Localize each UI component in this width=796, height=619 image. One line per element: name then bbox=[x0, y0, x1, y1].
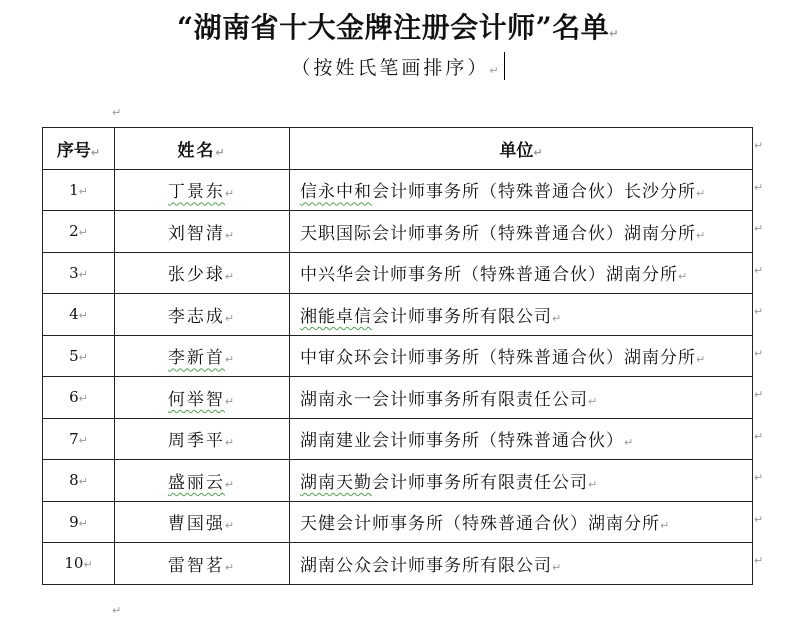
paragraph-mark-icon: ↵ bbox=[754, 388, 764, 401]
paragraph-mark-icon: ↵ bbox=[224, 353, 237, 367]
paragraph-mark-icon: ↵ bbox=[754, 139, 764, 152]
paragraph-mark-icon: ↵ bbox=[533, 145, 543, 159]
paragraph-mark-icon: ↵ bbox=[78, 433, 88, 447]
paragraph-mark-icon: ↵ bbox=[78, 309, 88, 323]
cell-unit: 湘能卓信会计师事务所有限公司↵ bbox=[290, 294, 753, 336]
paragraph-mark-icon: ↵ bbox=[754, 263, 764, 277]
cell-number: 6↵ bbox=[43, 377, 115, 419]
cell-unit: 湖南天勤会计师事务所有限责任公司↵ bbox=[290, 460, 753, 502]
cell-name: 曹国强↵ bbox=[115, 501, 290, 543]
paragraph-mark-icon: ↵ bbox=[78, 392, 88, 406]
table-row bbox=[43, 169, 753, 211]
cell-unit: 天健会计师事务所（特殊普通合伙）湖南分所↵ bbox=[290, 501, 753, 543]
paragraph-mark-icon: ↵ bbox=[215, 145, 227, 159]
cell-number: 5↵ bbox=[43, 335, 115, 377]
paragraph-mark-icon: ↵ bbox=[90, 145, 101, 159]
cell-name: 周季平↵ bbox=[115, 418, 290, 460]
cell-unit: 湖南建业会计师事务所（特殊普通合伙）↵ bbox=[290, 418, 753, 460]
subtitle-text: （按姓氏笔画排序） bbox=[291, 57, 490, 79]
header-number: 序号↵ bbox=[43, 128, 115, 170]
paragraph-mark-icon: ↵ bbox=[696, 187, 707, 201]
cell-name: 盛丽云↵ bbox=[115, 460, 290, 502]
paragraph-mark-icon: ↵ bbox=[78, 475, 88, 489]
cell-unit: 湖南永一会计师事务所有限责任公司↵ bbox=[290, 377, 753, 419]
paragraph-mark-icon: ↵ bbox=[588, 477, 599, 491]
cell-name: 李新首↵ bbox=[115, 335, 290, 377]
cell-number: 4↵ bbox=[43, 294, 115, 336]
roster-table bbox=[42, 127, 753, 585]
paragraph-mark-icon: ↵ bbox=[224, 394, 237, 408]
paragraph-mark-icon: ↵ bbox=[78, 516, 88, 530]
cell-number: 3↵ bbox=[43, 252, 115, 294]
cell-number: 9↵ bbox=[43, 501, 115, 543]
cell-name: 雷智茗↵ bbox=[115, 543, 290, 585]
table-row bbox=[43, 501, 753, 543]
document-subtitle bbox=[0, 52, 796, 80]
paragraph-mark-icon: ↵ bbox=[754, 471, 764, 484]
paragraph-mark-icon: ↵ bbox=[224, 270, 237, 284]
paragraph-mark-icon: ↵ bbox=[609, 27, 619, 40]
paragraph-mark-icon: ↵ bbox=[224, 228, 237, 242]
paragraph-mark-icon: ↵ bbox=[552, 560, 563, 574]
paragraph-mark-icon: ↵ bbox=[224, 477, 237, 491]
cell-number: 2↵ bbox=[43, 211, 115, 253]
table-body bbox=[43, 169, 753, 584]
header-name: 姓名↵ bbox=[115, 128, 290, 170]
paragraph-mark-icon: ↵ bbox=[78, 184, 88, 198]
paragraph-mark-icon: ↵ bbox=[224, 436, 237, 450]
paragraph-mark-icon: ↵ bbox=[696, 228, 707, 242]
table-row bbox=[43, 543, 753, 585]
table-row bbox=[43, 335, 753, 377]
paragraph-mark-icon: ↵ bbox=[754, 305, 764, 318]
paragraph-mark-icon: ↵ bbox=[588, 394, 599, 408]
paragraph-mark-icon: ↵ bbox=[224, 519, 237, 533]
table-row bbox=[43, 211, 753, 253]
paragraph-mark-icon: ↵ bbox=[489, 64, 502, 77]
table-row bbox=[43, 252, 753, 294]
paragraph-mark-icon: ↵ bbox=[112, 604, 122, 617]
cell-unit: 天职国际会计师事务所（特殊普通合伙）湖南分所↵ bbox=[290, 211, 753, 253]
cell-name: 丁景东↵ bbox=[115, 169, 290, 211]
paragraph-mark-icon: ↵ bbox=[754, 180, 764, 194]
paragraph-mark-icon: ↵ bbox=[754, 554, 764, 567]
paragraph-mark-icon: ↵ bbox=[754, 429, 764, 443]
table-row bbox=[43, 377, 753, 419]
cell-name: 张少球↵ bbox=[115, 252, 290, 294]
cell-name: 刘智清↵ bbox=[115, 211, 290, 253]
cell-unit: 信永中和会计师事务所（特殊普通合伙）长沙分所↵ bbox=[290, 169, 753, 211]
text-cursor bbox=[504, 52, 505, 80]
paragraph-mark-icon: ↵ bbox=[624, 436, 635, 450]
paragraph-mark-icon: ↵ bbox=[754, 346, 764, 360]
cell-number: 7↵ bbox=[43, 418, 115, 460]
paragraph-mark-icon: ↵ bbox=[224, 560, 237, 574]
paragraph-mark-icon: ↵ bbox=[224, 311, 237, 325]
table-row bbox=[43, 418, 753, 460]
paragraph-mark-icon: ↵ bbox=[754, 512, 764, 526]
paragraph-mark-icon: ↵ bbox=[83, 558, 93, 572]
table-row bbox=[43, 460, 753, 502]
table-header-row bbox=[43, 128, 753, 170]
paragraph-mark-icon: ↵ bbox=[660, 519, 671, 533]
table-row bbox=[43, 294, 753, 336]
paragraph-mark-icon: ↵ bbox=[224, 187, 237, 201]
document-title bbox=[0, 6, 796, 46]
paragraph-mark-icon: ↵ bbox=[78, 226, 88, 240]
paragraph-mark-icon: ↵ bbox=[754, 222, 764, 235]
cell-name: 何举智↵ bbox=[115, 377, 290, 419]
cell-number: 10↵ bbox=[43, 543, 115, 585]
cell-number: 8↵ bbox=[43, 460, 115, 502]
paragraph-mark-icon: ↵ bbox=[78, 350, 88, 364]
cell-unit: 中审众环会计师事务所（特殊普通合伙）湖南分所↵ bbox=[290, 335, 753, 377]
paragraph-mark-icon: ↵ bbox=[112, 106, 122, 119]
header-unit: 单位↵ bbox=[290, 128, 753, 170]
cell-number: 1↵ bbox=[43, 169, 115, 211]
paragraph-mark-icon: ↵ bbox=[552, 311, 563, 325]
cell-unit: 中兴华会计师事务所（特殊普通合伙）湖南分所↵ bbox=[290, 252, 753, 294]
paragraph-mark-icon: ↵ bbox=[78, 267, 88, 281]
cell-unit: 湖南公众会计师事务所有限公司↵ bbox=[290, 543, 753, 585]
paragraph-mark-icon: ↵ bbox=[696, 353, 707, 367]
title-text: “湖南省十大金牌注册会计师”名单 bbox=[177, 11, 610, 44]
paragraph-mark-icon: ↵ bbox=[678, 270, 689, 284]
cell-name: 李志成↵ bbox=[115, 294, 290, 336]
